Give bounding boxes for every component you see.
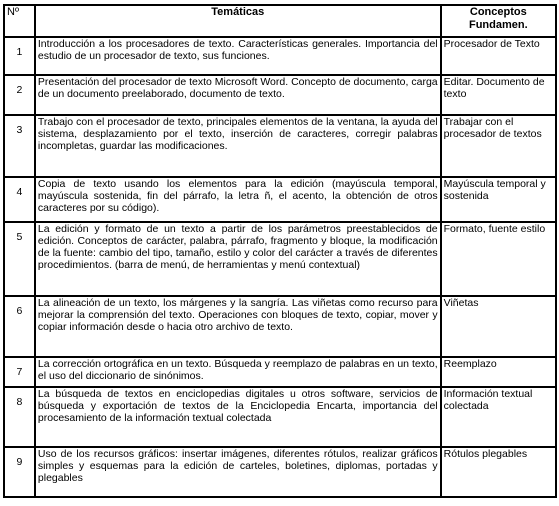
row-tematica: La edición y formato de un texto a partir de los parámetros preestablecidos de edición. Conceptos de carácter, palabra, párrafo, fragmento y bloque, la modificación de la fuente: cambio del tipo, tamaño, estilo y color del carácter a través de diferentes procedimientos. (barra de menú, de herramientas y menú contextual) — [35, 222, 441, 296]
table-row — [4, 115, 556, 177]
row-number: 5 — [4, 222, 35, 296]
row-tematica: La búsqueda de textos en enciclopedias digitales u otros software, servicios de búsqueda y exportación de textos de la Enciclopedia Encarta, importancia del procesamiento de la información textual colectada — [35, 387, 441, 447]
row-tematica: Uso de los recursos gráficos: insertar imágenes, diferentes rótulos, realizar gráficos simples y esquemas para la edición de carteles, boletines, diplomas, portadas y plegables — [35, 447, 441, 497]
row-tematica: Copia de texto usando los elementos para la edición (mayúscula temporal, mayúscula sostenida, fin del párrafo, la letra ñ, el acento, la obtención de otros caracteres por su código). — [35, 177, 441, 222]
row-concepto: Procesador de Texto — [441, 37, 556, 75]
row-concepto: Rótulos plegables — [441, 447, 556, 497]
row-concepto: Información textual colectada — [441, 387, 556, 447]
topics-table — [3, 4, 557, 498]
header-tematicas: Temáticas — [35, 5, 441, 37]
table-row — [4, 177, 556, 222]
row-concepto: Mayúscula temporal y sostenida — [441, 177, 556, 222]
row-number: 6 — [4, 296, 35, 357]
table-row — [4, 387, 556, 447]
table-row — [4, 75, 556, 115]
row-concepto: Reemplazo — [441, 357, 556, 387]
row-number: 9 — [4, 447, 35, 497]
row-tematica: Presentación del procesador de texto Microsoft Word. Concepto de documento, carga de un documento preelaborado, documento de texto. — [35, 75, 441, 115]
header-conceptos — [441, 5, 556, 37]
row-number: 1 — [4, 37, 35, 75]
row-number: 8 — [4, 387, 35, 447]
table-row — [4, 222, 556, 296]
header-num: Nº — [4, 5, 35, 37]
row-concepto: Trabajar con el procesador de textos — [441, 115, 556, 177]
row-number: 4 — [4, 177, 35, 222]
row-tematica: La corrección ortográfica en un texto. Búsqueda y reemplazo de palabras en un texto, el uso del diccionario de sinónimos. — [35, 357, 441, 387]
table-row — [4, 357, 556, 387]
row-tematica: Introducción a los procesadores de texto. Características generales. Importancia del estudio de un procesador de texto, sus funciones. — [35, 37, 441, 75]
row-number: 2 — [4, 75, 35, 115]
header-conceptos-line1: Conceptos — [469, 6, 527, 18]
row-concepto: Formato, fuente estilo — [441, 222, 556, 296]
row-tematica: Trabajo con el procesador de texto, principales elementos de la ventana, la ayuda del sistema, desplazamiento por el texto, inserción de caracteres, corregir palabras incompletas, guardar las modificaciones. — [35, 115, 441, 177]
row-number: 7 — [4, 357, 35, 387]
table-header-row — [4, 5, 556, 37]
row-number: 3 — [4, 115, 35, 177]
header-conceptos-line2: Fundamen. — [468, 19, 528, 31]
table-row — [4, 447, 556, 497]
row-concepto: Viñetas — [441, 296, 556, 357]
row-tematica: La alineación de un texto, los márgenes y la sangría. Las viñetas como recurso para mejorar la comprensión del texto. Operaciones con bloques de texto, copiar, mover y copiar información desde o hacia otro archivo de texto. — [35, 296, 441, 357]
table-row — [4, 37, 556, 75]
table-row — [4, 296, 556, 357]
row-concepto: Editar. Documento de texto — [441, 75, 556, 115]
